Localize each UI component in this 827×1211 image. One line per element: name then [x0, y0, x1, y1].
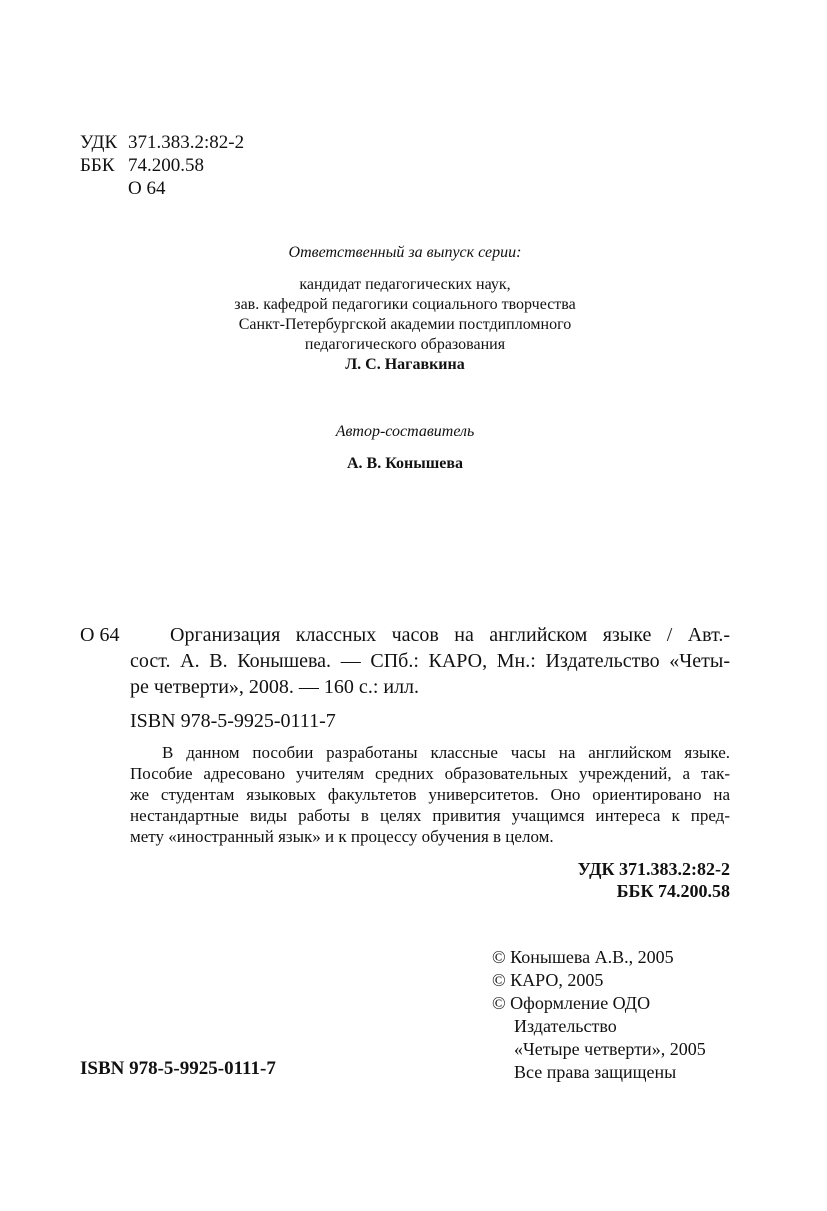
- udk-label: УДК: [80, 132, 118, 153]
- copyright-line: Все права защищены: [514, 1062, 677, 1082]
- bib-line: Организация классных часов на английском языке / Авт.-: [170, 624, 730, 646]
- annotation-line: мету «иностранный язык» и к процессу обучения в целом.: [130, 827, 554, 846]
- author-mark: О 64: [128, 178, 166, 199]
- copyright-line: «Четыре четверти», 2005: [514, 1039, 706, 1059]
- bbk-label: ББК: [80, 155, 115, 176]
- series-editor-name: Л. С. Нагавкина: [345, 356, 465, 373]
- compiler-name: А. В. Конышева: [347, 455, 463, 472]
- annotation-line: нестандартные виды работы в целях привития учащимся интереса к пред-: [130, 806, 730, 825]
- codes-block: [430, 858, 730, 902]
- copyright-line: © Конышева А.В., 2005: [492, 947, 674, 967]
- annotation-line: В данном пособии разработаны классные часы на английском языке.: [162, 743, 730, 762]
- compiler-block: [130, 422, 680, 474]
- bib-description: [130, 622, 730, 700]
- bib-line: ре четверти», 2008. — 160 с.: илл.: [130, 676, 420, 698]
- series-editor-heading: Ответственный за выпуск серии:: [288, 244, 522, 261]
- annotation-line: же студентам языковых факультетов университетов. Оно ориентировано на: [130, 785, 730, 804]
- udk-value: 371.383.2:82-2: [128, 132, 245, 153]
- codes-bbk: ББК 74.200.58: [616, 881, 730, 901]
- bbk-line: [80, 154, 340, 177]
- copyright-line: © Оформление ОДО: [492, 993, 651, 1013]
- series-editor-line: педагогического образования: [304, 336, 506, 353]
- bib-author-mark: О 64: [80, 624, 120, 646]
- series-editor-line: Санкт-Петербургской академии постдипломного: [238, 316, 572, 333]
- copyright-line: Издательство: [514, 1016, 617, 1036]
- codes-udk: УДК 371.383.2:82-2: [577, 859, 730, 879]
- bib-isbn: ISBN 978-5-9925-0111-7: [130, 710, 336, 732]
- series-editor-line: кандидат педагогических наук,: [299, 276, 511, 293]
- series-editor-line: зав. кафедрой педагогики социального творчества: [234, 296, 576, 313]
- copyright-line: © КАРО, 2005: [492, 970, 604, 990]
- compiler-heading: Автор-составитель: [335, 423, 475, 440]
- isbn-bottom: ISBN 978-5-9925-0111-7: [80, 1058, 276, 1079]
- bbk-value: 74.200.58: [128, 155, 204, 176]
- series-editor-block: [130, 243, 680, 375]
- annotation: [130, 742, 730, 847]
- annotation-line: Пособие адресовано учителям средних образовательных учреждений, а так-: [130, 764, 730, 783]
- bib-line: сост. А. В. Конышева. — СПб.: КАРО, Мн.: Издательство «Четы-: [130, 650, 730, 672]
- udk-line: [80, 131, 340, 154]
- copyright-block: [492, 946, 706, 1084]
